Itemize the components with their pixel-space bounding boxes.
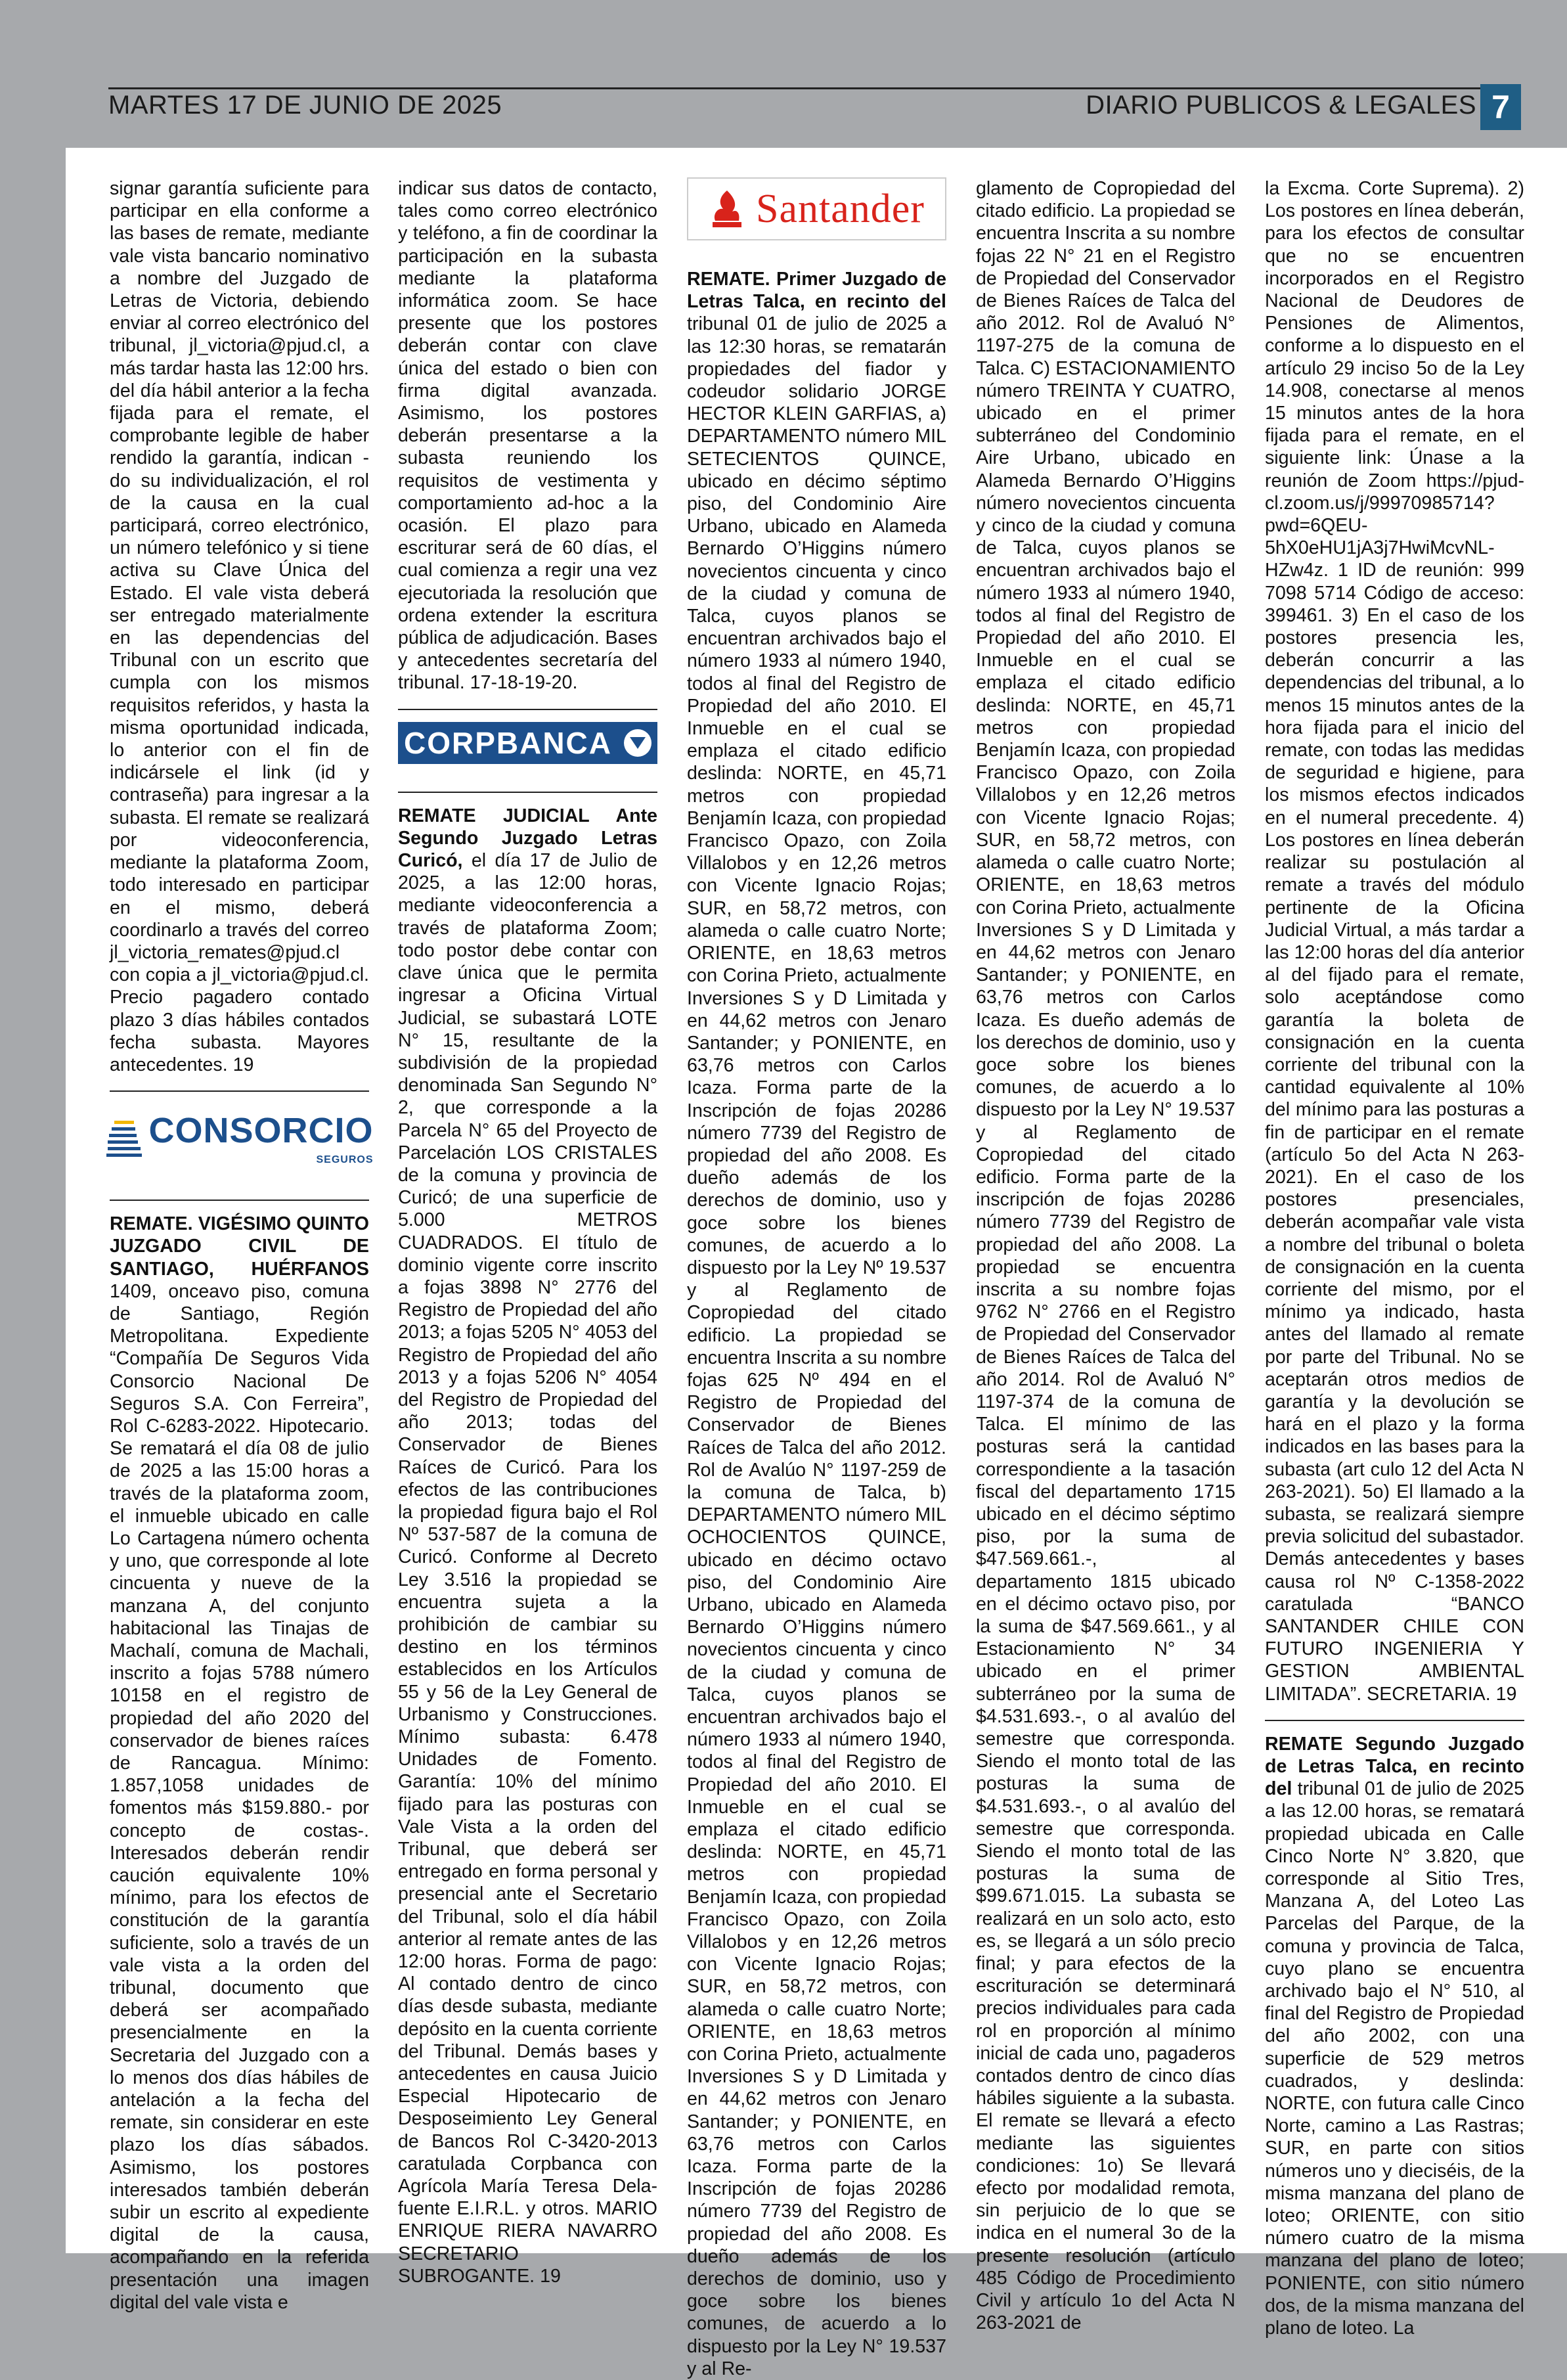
column-5: [1265, 177, 1524, 2339]
consorcio-mark-icon: [105, 1115, 143, 1168]
issue-date: MARTES 17 DE JUNIO DE 2025: [108, 91, 502, 120]
newspaper-page: [66, 148, 1567, 2379]
publication-name: DIARIO PUBLICOS & LEGALES: [1086, 91, 1476, 120]
notice-body: el día 17 de Julio de 2025, a las 12:00 horas, mediante videoconferencia a través de plataforma Zoom; todo postor debe contar con clave única que le permita ingresar a Oficina Virtual Judicial, se subastará LOTE N° 15, resultante de la subdivisión de la propiedad denominada San Segundo N° 2, que corresponde a la Parcela N° 65 del Proyecto de Parcelación LOS CRISTALES de la comuna y provincia de Curicó; de una superficie de 5.000 METROS CUADRADOS. El título de dominio vigente corre inscrito a fojas 3898 N° 2776 del Registro de Propiedad del año 2013; a fojas 5205 N° 4053 del Registro de Propiedad del año 2013 y a fojas 5206 N° 4054 del Registro de Propiedad del año 2013; todas del Conservador de Bienes Raíces de Curicó. Para los efectos de las contribuciones la propiedad figura bajo el Rol Nº 537-587 de la comuna de Curicó. Conforme al Decreto Ley 3.516 la propiedad se encuentra sujeta a la prohibición de cambiar su destino en los términos establecidos en los Artículos 55 y 56 de la Ley General de Urbanismo y Construcciones. Mínimo subasta: 6.478 Unidades de Fomento. Garantía: 10% del mínimo fijado para las posturas con Vale Vista a la orden del Tribunal, que deberá ser entregado en forma personal y presencial ante el Secretario del Tribunal, solo el día hábil anterior al remate antes de las 12:00 horas. Forma de pago: Al contado dentro de cinco días desde subasta, mediante depósito en la cuenta corriente del Tribunal. Demás bases y antecedentes en causa Juicio Especial Hipotecario de Desposeimiento Ley General de Bancos Rol C-3420-2013 caratulada Corpbanca con Agrícola María Teresa Dela-fuente E.I.R.L. y otros. MARIO ENRIQUE RIERA NAVARRO SECRETARIO SUBROGANTE. 19: [398, 850, 657, 2287]
column-3: [687, 177, 946, 2380]
corpbanca-logo: [398, 722, 657, 764]
notice-continued-text: signar garantía suficiente para participar en ella conforme a las bases de remate, mediante vale vista bancario nominativo a nombre del Juzgado de Letras de Victoria, debiendo enviar al correo electrónico del tribunal, jl_victoria@pjud.cl, a más tardar hasta las 12:00 hrs. del día hábil anterior a la fecha fijada para el remate, el comprobante legible de haber rendido la garantía, indican - do su individualización, el rol de la causa en la cual participará, correo electrónico, un número telefónico y si tiene activa su Clave Única del Estado. El vale vista deberá ser entregado materialmente en las dependencias del Tribunal con un escrito que cumpla con los mismos requisitos referidos, y hasta la misma oportunidad indicada, lo anterior con el fin de indicársele el link (id y contraseña) para ingresar a la subasta. El remate se realizará por videoconferencia, mediante la plataforma Zoom, todo interesado en participar en el mismo, deberá coordinarlo a través del correo jl_victoria_remates@pjud.cl con copia a jl_victoria@pjud.cl. Precio pagadero contado plazo 3 días hábiles contados fecha subasta. Mayores antecedentes. 19: [110, 178, 369, 1075]
notice-continued-text: indicar sus datos de contacto, tales como correo electrónico y teléfono, a fin de coordinar la participación en la subasta mediante la plataforma informática zoom. Se hace presente que los postores deberán contar con clave única del estado o bien con firma digital avanzada. Asimismo, los postores deberán presentarse a la subasta reuniendo los requisitos de vestimenta y comportamiento ad-hoc a la ocasión. El plazo para escriturar será de 60 días, el cual comienza a regir una vez ejecutoriada la resolución que ordena extender la escritura pública de adjudicación. Bases y antecedentes secretaría del tribunal. 17-18-19-20.: [398, 178, 657, 694]
divider: [110, 1200, 369, 1201]
notice-heading: REMATE. Primer Juzgado de Letras Talca, en recinto del: [687, 269, 946, 313]
divider: [1265, 1720, 1524, 1721]
divider: [398, 709, 657, 710]
page-header: [0, 0, 1567, 148]
consorcio-name: CONSORCIO: [148, 1111, 374, 1151]
header-rule: [108, 87, 1521, 89]
consorcio-subtitle: SEGUROS: [316, 1154, 374, 1166]
notice-body: 1409, onceavo piso, comuna de Santiago, Región Metropolitana. Expediente “Compañía De Seguros Vida Consorcio Nacional De Seguros S.A. Con Ferreira”, Rol C-6283-2022. Hipotecario. Se rematará el día 08 de julio de 2025 a las 15:00 horas a través de la plataforma zoom, el inmueble ubicado en calle Lo Cartagena número ochenta y uno, que corresponde al lote cincuenta y nueve de la manzana A, del conjunto habitacional las Tinajas de Machalí, comuna de Machali, inscrito a fojas 5788 número 10158 en el registro de propiedad del año 2020 del conservador de bienes raíces de Rancagua. Mínimo: 1.857,1058 unidades de fomentos más $159.880.- por concepto de costas-. Interesados deberán rendir caución equivalente 10% mínimo, para los efectos de constitución de la garantía suficiente, solo a través de un vale vista a la orden del tribunal, documento que deberá ser acompañado presencialmente en la Secretaria del Juzgado con a lo menos dos días hábiles de antelación a la fecha del remate, sin considerar en este plazo los días sábados. Asimismo, los postores interesados también deberán subir un escrito al expediente digital de la causa, acompañando en la referida presentación una imagen digital del vale vista e: [110, 1280, 369, 2313]
page-number: 7: [1480, 84, 1521, 130]
santander-flame-icon: [709, 188, 745, 230]
notice-heading: REMATE Segundo Juzgado de Letras Talca, en recinto del: [1265, 1733, 1524, 1800]
notice-body: tribunal 01 de julio de 2025 a las 12.00 horas, se rematará propiedad ubicada en Calle Cinco Norte N° 3.820, que corresponde al Sitio Tres, Manzana A, del Loteo Las Parcelas del Parque, de la comuna y provincia de Talca, cuyo plano se encuentra archivado bajo el N° 510, al final del Registro de Propiedad del año 2002, con una superficie de 529 metros cuadrados, y deslinda: NORTE, con futura calle Cinco Norte, camino a Las Rastras; SUR, en parte con sitios números uno y dieciséis, de la misma manzana del plano de loteo; ORIENTE, con sitio número cuatro de la misma manzana del plano de loteo; PONIENTE, con sitio número dos, de la misma manzana del plano de loteo. La: [1265, 1778, 1524, 2339]
notice-body: tribunal 01 de julio de 2025 a las 12:30 horas, se rematarán propiedades del fiador y codeudor solidario JORGE HECTOR KLEIN GARFIAS, a) DEPARTAMENTO número MIL SETECIENTOS QUINCE, ubicado en décimo séptimo piso, del Condominio Aire Urbano, ubicado en Alameda Bernardo O’Higgins número novecientos cincuenta y cinco de la ciudad y comuna de Talca, cuyos planos se encuentran archivados bajo el número 1933 al número 1940, todos al final del Registro de Propiedad del año 2010. El Inmueble en el cual se emplaza el citado edificio deslinda: NORTE, en 45,71 metros con propiedad Benjamín Icaza, con propiedad Francisco Opazo, con Zoila Villalobos y en 12,26 metros con Vicente Ignacio Rojas; SUR, en 58,72 metros, con alameda o calle cuatro Norte; ORIENTE, en 18,63 metros con Corina Prieto, actualmente Inversiones S y D Limitada y en 44,62 metros con Jenaro Santander; y PONIENTE, en 63,76 metros con Carlos Icaza. Forma parte de la Inscripción de fojas 20286 número 7739 del Registro de propiedad del año 2008. Es dueño además de los derechos de dominio, uso y goce sobre los bienes comunes, de acuerdo a lo dispuesto por la Ley Nº 19.537 y al Reglamento de Copropiedad del citado edificio. La propiedad se encuentra Inscrita a su nombre fojas 625 Nº 494 en el Registro de Propiedad del Conservador de Bienes Raíces de Talca del año 2012. Rol de Avalúo N° 1197-259 de la comuna de Talca, b) DEPARTAMENTO número MIL OCHOCIENTOS QUINCE, ubicado en décimo octavo piso, del Condominio Aire Urbano, ubicado en Alameda Bernardo O’Higgins número novecientos cincuenta y cinco de la ciudad y comuna de Talca, cuyos planos se encuentran archivados bajo el número 1933 al número 1940, todos al final del Registro de Propiedad del año 2010. El Inmueble en el cual se emplaza el citado edificio deslinda: NORTE, en 45,71 metros con propiedad Benjamín Icaza, con propiedad Francisco Opazo, con Zoila Villalobos y en 12,26 metros con Vicente Ignacio Rojas; SUR, en 58,72 metros, con alameda o calle cuatro Norte; ORIENTE, en 18,63 metros con Corina Prieto, actualmente Inversiones S y D Limitada y en 44,62 metros con Jenaro Santander; y PONIENTE, en 63,76 metros con Carlos Icaza. Forma parte de la Inscripción de fojas 20286 número 7739 del Registro de propiedad del año 2008. Es dueño además de los derechos de dominio, uso y goce sobre los bienes comunes, de acuerdo a lo dispuesto por la Ley N° 19.537 y al Re-: [687, 313, 946, 2379]
corpbanca-mark-icon: [624, 729, 651, 757]
column-1: [110, 177, 374, 2314]
divider: [398, 792, 657, 793]
consorcio-logo: [110, 1104, 374, 1180]
notice-text: [687, 268, 946, 2380]
notice-continued-text: la Excma. Corte Suprema). 2) Los postores en línea deberán, para los efectos de consultar que no se encuentren incorporados en el Registro Nacional de Deudores de Pensiones de Alimentos, conforme a lo dispuesto en el artículo 29 inciso 5o de la Ley 14.908, conectarse al menos 15 minutos antes de la hora fijada para el remate, en el siguiente link: Únase a la reunión de Zoom https://pjud-cl.zoom.us/j/99970985714?pwd=6QEU-5hX0eHU1jA3j7HwiMcvNL-HZw4z. 1 ID de reunión: 999 7098 5714 Código de acceso: 399461. 3) En el caso de los postores presencia les, deberán concurrir a las dependencias del tribunal, a lo menos 15 minutos antes de la hora fijada para el inicio del remate, con todas las medidas de seguridad e higiene, para los mismos efectos indicados en el numeral precedente. 4) Los postores en línea deberán realizar su postulación al remate a través del módulo pertinente de la Oficina Judicial Virtual, a más tardar a las 12:00 horas del día anterior al del fijado para el remate, solo aceptándose como garantía la boleta de consignación en la cuenta corriente del tribunal con la cantidad equivalente al 10% del mínimo para las posturas a fin de participar en el remate (artículo 5o del Acta N 263-2021). En el caso de los postores presenciales, deberán acompañar vale vista a nombre del tribunal o boleta de consignación en la cuenta corriente del mismo, por el mínimo ya indicado, hasta antes del llamado al remate por parte del Tribunal. No se aceptarán otros medios de garantía y la devolución se hará en el plazo y la forma indicados en las bases para la subasta (art culo 12 del Acta N 263-2021). 5o) El llamado a la subasta, se realizará siempre previa solicitud del subastador. Demás antecedentes y bases causa rol Nº C-1358-2022 caratulada “BANCO SANTANDER CHILE CON FUTURO INGENIERIA Y GESTION AMBIENTAL LIMITADA”. SECRETARIA. 19: [1265, 178, 1524, 1705]
notice-text: [1265, 1733, 1524, 2339]
santander-name: Santander: [756, 186, 925, 231]
notice-heading: REMATE. VIGÉSIMO QUINTO JUZGADO CIVIL DE SANTIAGO, HUÉRFANOS: [110, 1213, 369, 1280]
notice-heading: REMATE JUDICIAL Ante Segundo Juzgado Letras Curicó,: [398, 805, 657, 872]
notice-continued-text: glamento de Copropiedad del citado edificio. La propiedad se encuentra Inscrita a su nombre fojas 22 N° 21 en el Registro de Propiedad del Conservador de Bienes Raíces de Talca del año 2012. Rol de Avaluó N° 1197-275 de la comuna de Talca. C) ESTACIONAMIENTO número TREINTA Y CUATRO, ubicado en el primer subterráneo del Condominio Aire Urbano, ubicado en Alameda Bernardo O’Higgins número novecientos cincuenta y cinco de la ciudad y comuna de Talca, cuyos planos se encuentran archivados bajo el número 1933 al número 1940, todos al final del Registro de Propiedad del año 2010. El Inmueble en el cual se emplaza el citado edificio deslinda: NORTE, en 45,71 metros con propiedad Benjamín Icaza, con propiedad Francisco Opazo, con Zoila Villalobos y en 12,26 metros con Vicente Ignacio Rojas; SUR, en 58,72 metros, con alameda o calle cuatro Norte; ORIENTE, en 18,63 metros con Corina Prieto, actualmente Inversiones S y D Limitada y en 44,62 metros con Jenaro Santander; y PONIENTE, en 63,76 metros con Carlos Icaza. Es dueño además de los derechos de dominio, uso y goce sobre los bienes comunes, de acuerdo a lo dispuesto por la Ley N° 19.537 y al Reglamento de Copropiedad del citado edificio. Forma parte de la inscripción de fojas 20286 número 7739 del Registro de propiedad del año 2008. La propiedad se encuentra inscrita a su nombre fojas 9762 N° 2766 en el Registro de Propiedad del Conservador de Bienes Raíces de Talca del año 2014. Rol de Avaluó N° 1197-374 de la comuna de Talca. El mínimo de las posturas será la cantidad correspondiente a la tasación fiscal del departamento 1715 ubicado en el décimo séptimo piso, por la suma de $47.569.661.-, al departamento 1815 ubicado en el décimo octavo piso, por la suma de $47.569.661., y al Estacionamiento N° 34 ubicado en el primer subterráneo por la suma de $4.531.693.-, o al avalúo del semestre que corresponda. Siendo el monto total de las posturas la suma de $4.531.693.-, o al avalúo del semestre que corresponda. Siendo el monto total de las posturas la suma de $99.671.015. La subasta se realizará en un solo acto, esto es, se llegará a un sólo precio final; y para efectos de la escrituración se determinará precios individuales para cada rol en proporción al mínimo inicial de cada uno, pagaderos contados dentro de cinco días hábiles siguiente a la subasta. El remate se llevará a efecto mediante las siguientes condiciones: 1o) Se llevará efecto por modalidad remota, sin perjuicio de lo que se indica en el numeral 3o de la presente resolución (artículo 485 Código de Procedimiento Civil y artículo 1o del Acta N 263-2021 de: [976, 178, 1235, 2334]
divider: [110, 1090, 369, 1092]
notice-text: [110, 1213, 369, 2314]
column-2: [398, 177, 657, 2287]
notice-text: [398, 805, 657, 2287]
santander-logo: [687, 177, 946, 240]
corpbanca-name: CORPBANCA: [404, 725, 612, 760]
column-4: [976, 177, 1235, 2335]
